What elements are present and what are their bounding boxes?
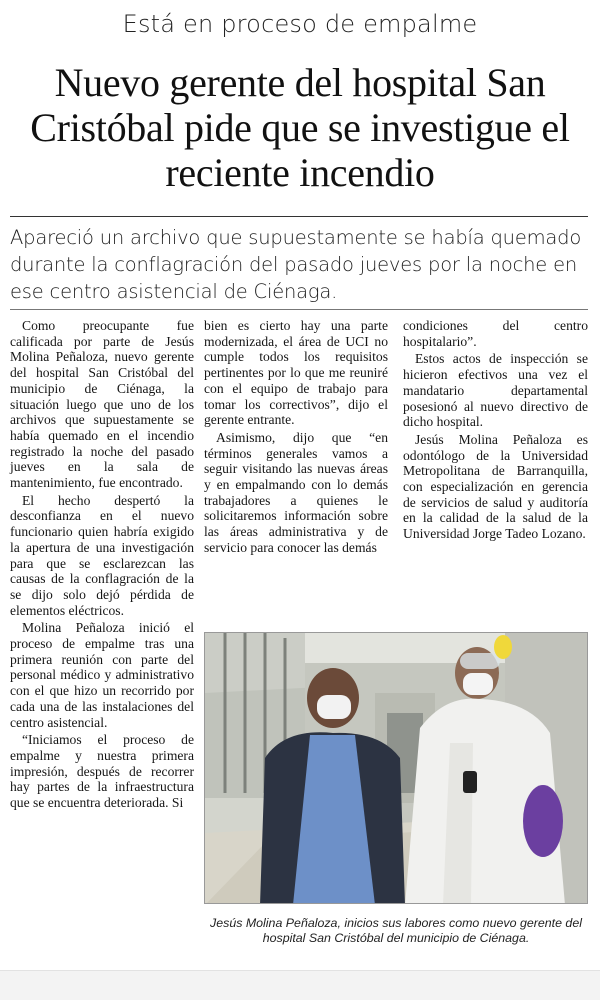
- paragraph: “Iniciamos el proceso de empalme y nuestra primera impresión, después de recorrer hay partes de la infraestructura que se encuentra deteriorada. Si: [10, 732, 194, 811]
- article-photo: [204, 632, 588, 904]
- body-column-3: [403, 318, 588, 542]
- article-headline: Nuevo gerente del hospital San Cristóbal pide que se investigue el reciente incendio: [30, 60, 570, 195]
- paragraph: Estos actos de inspección se hicieron efectivos una vez el mandatario departamental posesionó al nuevo directivo de dicho hospital.: [403, 351, 588, 430]
- article-kicker: Está en proceso de empalme: [122, 10, 478, 38]
- headline-rule: [10, 216, 588, 217]
- paragraph: El hecho despertó la desconfianza en el nuevo funcionario quien habría exigido la apertura de una investigación para que se esclarezcan las causas de la conflagración de la se dijo solo dejó pérdida de elementos eléctricos.: [10, 492, 194, 618]
- paragraph: Molina Peñaloza inició el proceso de empalme tras una primera reunión con parte del personal médico y administrativo con el que hizo un recorrido por cada una de las instalaciones del centro asistencial.: [10, 620, 194, 730]
- paragraph: bien es cierto hay una parte modernizada, el área de UCI no cumple todos los requisitos pertinentes por lo que me reuniré con el equipo de trabajo para tomar los correctivos”, dijo el gerente entrante.: [204, 318, 388, 428]
- paragraph: condiciones del centro hospitalario”.: [403, 318, 588, 349]
- paragraph: Como preocupante fue calificada por parte de Jesús Molina Peñaloza, nuevo gerente del hospital San Cristóbal del municipio de Ciénaga, la situación luego que uno de los archivos que supuestamente se había quemado en el incendio registrado la noche del pasado jueves en la sala de mantenimiento, fue encontrado.: [10, 318, 194, 491]
- paragraph: Asimismo, dijo que “en términos generales vamos a seguir visitando las nuevas áreas y en empalmando con lo demás trabajadores a quienes le solicitaremos información sobre las áreas administrativa y de servicio para conocer las demás: [204, 429, 388, 555]
- hospital-corridor-photo: [205, 633, 588, 904]
- lead-rule: [10, 309, 588, 310]
- paragraph: Jesús Molina Peñaloza es odontólogo de la Universidad Metropolitana de Barranquilla, con especialización en gerencia de servicios de salud y auditoría en la calidad de la salud de la Universidad Jorge Tadeo Lozano.: [403, 431, 588, 542]
- body-column-2: [204, 318, 388, 556]
- body-column-1: [10, 318, 194, 811]
- article-lead: Apareció un archivo que supuestamente se había quemado durante la conflagración del pasado jueves por la noche en ese centro asistencial de Ciénaga.: [10, 226, 582, 303]
- page-footer-band: [0, 970, 600, 1000]
- photo-caption: Jesús Molina Peñaloza, inicios sus labores como nuevo gerente del hospital San Cristóbal del municipio de Ciénaga.: [210, 916, 582, 945]
